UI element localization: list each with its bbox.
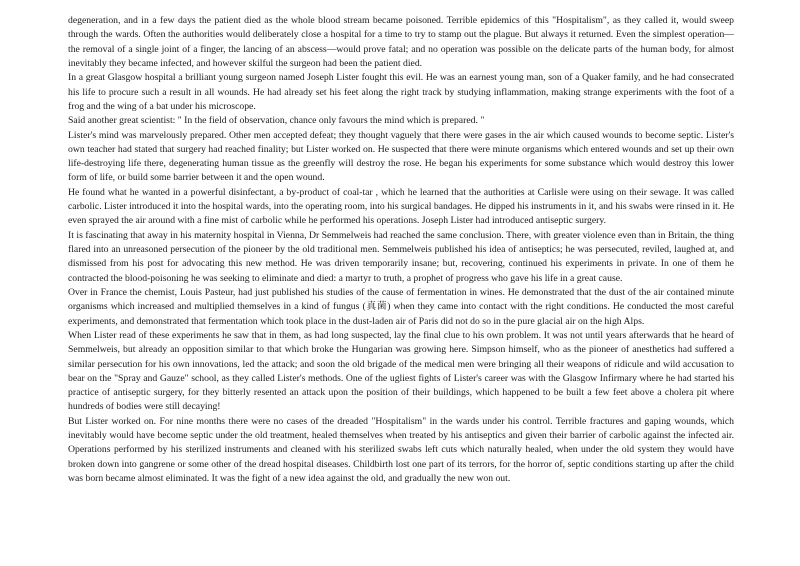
- paragraph-opposition: When Lister read of these experiments he saw that in them, as had long suspected, lay the final clue to his own problem. It was not until years afterwards that he heard of Semmelweis, but already an opposition similar to that which broke the Hungarian was growing here. Simpson himself, who as the pioneer of anesthetics had suffered a similar persecution for his own innovations, led the attack; and soon the old brigade of the medical men were bringing all their weapons of ridicule and wild accusation to bear on the "Spray and Gauze" school, as they called Lister's methods. One of the ugliest fights of Lister's career was with the Glasgow Infirmary where he had started his practice of antiseptic surgery, for they bitterly resented an attack upon the position of their buildings, which happened to be built a few feet above a cholera pit where hundreds of bodies were still decaying!: [68, 329, 734, 413]
- paragraph-carbolic: He found what he wanted in a powerful disinfectant, a by-product of coal-tar , which he learned that the authorities at Carlisle were using on their sewage. It was called carbolic. Lister introduced it into the hospital wards, into the operating room, into his surgical bandages. He dipped his instruments in it, and his swabs were rinsed in it. He even sprayed the air around with a fine mist of carbolic while he performed his operations. Joseph Lister had introduced antiseptic surgery.: [68, 186, 734, 227]
- paragraph-hospitalism: degeneration, and in a few days the patient died as the whole blood stream became poisoned. Terrible epidemics of this "Hospitalism", as they called it, would sweep through the wards. Often the authorities would deliberately close a hospital for a time to try to stamp out the plague. But always it returned. Even the simplest operation—the removal of a single joint of a finger, the lancing of an abscess—would prove fatal; and no operation was possible on the delicate parts of the human body, for almost inevitably they became infected, and however skilful the surgeon had been the patient died.: [68, 15, 734, 69]
- paragraph-scientist-quote: Said another great scientist: " In the field of observation, chance only favours the mind which is prepared. ": [68, 115, 485, 127]
- paragraph-pasteur: Over in France the chemist, Louis Pasteur, had just published his studies of the cause of fermentation in wines. He demonstrated that the dust of the air contained minute organisms which increased and multiplied themselves in a kind of fungus (真菌) when they came into contact with the right conditions. He conducted the most careful experiments, and demonstrated that fermentation which took place in the dust-laden air of Paris did not do so in the pure glacial air on the high Alps.: [68, 286, 734, 327]
- paragraph-lister-worked-on: But Lister worked on. For nine months there were no cases of the dreaded "Hospitalism" in the wards under his control. Terrible fractures and gaping wounds, which inevitably would have become septic under the old treatment, healed themselves when treated by his antiseptics and given their barrier of carbolic against the infected air. Operations performed by his sterilized instruments and cleaned with his sterilized swabs left cuts which naturally healed, when under the old system they would have broken down into gangrene or some other of the dread hospital diseases. Childbirth lost one part of its terrors, for the horror of, septic conditions starting up after the child was born became almost eliminated. It was the fight of a new idea against the old, and gradually the new won out.: [68, 415, 734, 484]
- paragraph-joseph-lister: In a great Glasgow hospital a brilliant young surgeon named Joseph Lister fought this evil. He was an earnest young man, son of a Quaker family, and he had consecrated his life to procure such a result in all wounds. He had already set his feet along the right track by studying inflammation, making strange experiments with the foot of a frog and the wing of a bat under his microscope.: [68, 72, 734, 112]
- document-page: [68, 14, 734, 486]
- paragraph-lister-mind: Lister's mind was marvelously prepared. Other men accepted defeat; they thought vaguely that there were gases in the air which caused wounds to become septic. Lister's own teacher had stated that surgery had reached finality; but Lister worked on. He suspected that there were minute organisms which entered wounds and set up their own life-destroying life there, degenerating human tissue as the greenfly will destroy the rose. He began his experiments for some substance which would destroy this lower form of life, or build some barrier between it and the open wound.: [68, 129, 734, 184]
- paragraph-semmelweis: It is fascinating that away in his maternity hospital in Vienna, Dr Semmelweis had reached the same conclusion. There, with greater violence even than in Britain, the thing flared into an unreasoned persecution of the pioneer by the old traditional men. Semmelweis published his idea of antiseptics; he was persecuted, reviled, laughed at, and dismissed from his post for advocating this new method. He was driven temporarily insane; but, recovering, continued his experiments in private. In one of them he contracted the blood-poisoning he was seeking to eliminate and died: a martyr to truth, a prophet of progress who gave his life in a great cause.: [68, 229, 734, 284]
